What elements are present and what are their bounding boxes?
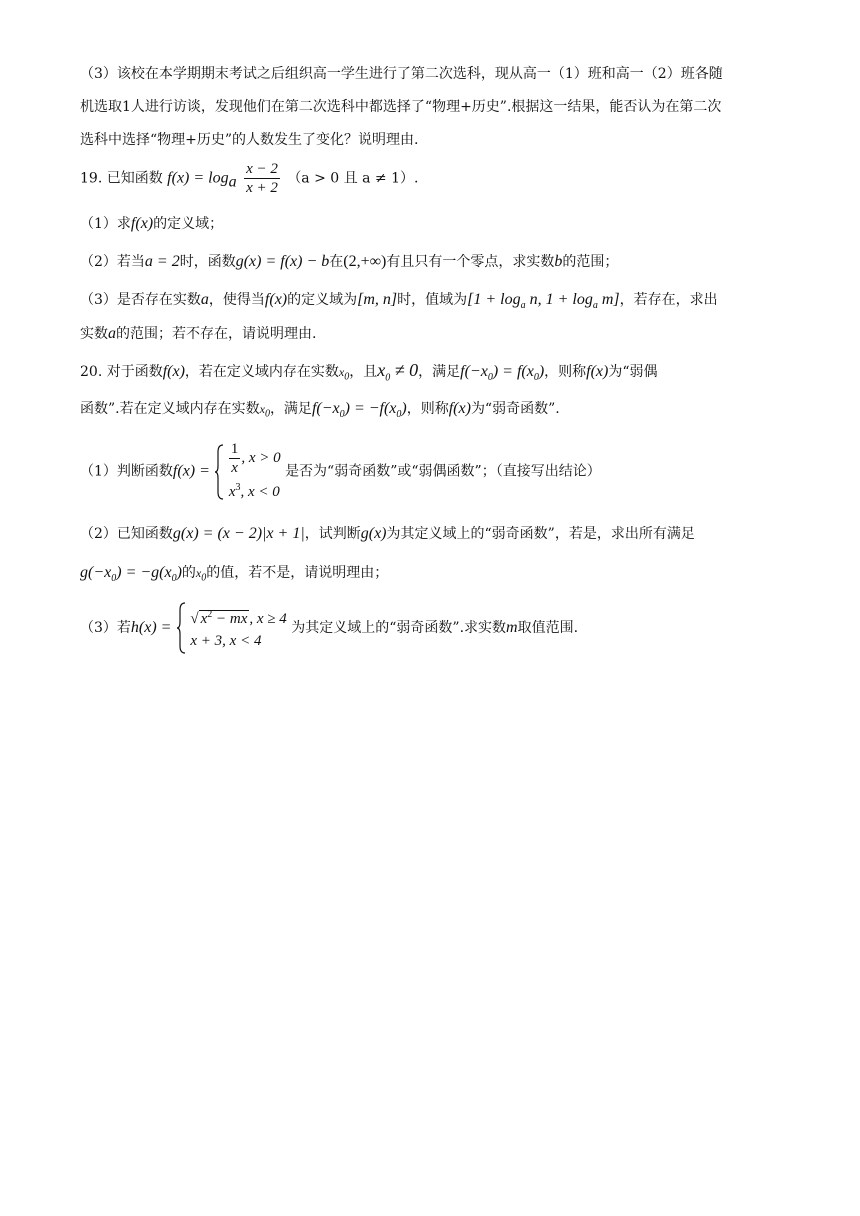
q19-part2-math-b: b: [554, 253, 563, 270]
q20-part2-text-b: ，试判断: [304, 526, 361, 542]
q20-l2-math-x0: [259, 402, 270, 420]
q20-p2-l2-sub2: 0: [171, 573, 177, 585]
q19-part3-text-e: ，若存在，求出: [619, 292, 718, 308]
q19-part1-text: 的定义域；: [153, 216, 224, 232]
q20-p2-l2-x-sub: 0: [201, 572, 207, 584]
q19-part3-label: （3）是否存在实数: [80, 292, 201, 308]
q19-part3-math-domain: [m, n]: [357, 291, 398, 308]
q20-part2-l2-math: [80, 564, 182, 585]
q20-part1-case1: [229, 440, 281, 477]
q20-part1-piecewise: [214, 440, 280, 503]
q19-part2: [80, 251, 618, 273]
q20-l1-even-a: f(−x: [460, 363, 488, 380]
q19-part2-text-c: 在: [329, 254, 344, 270]
q20-l2-x-sub: 0: [264, 408, 270, 420]
q20-part3-case1-cond: , x ≥ 4: [249, 611, 287, 627]
q20-line2: [80, 398, 560, 426]
q20-part1-cases: [229, 440, 281, 503]
q20-l2-odd-c: ): [401, 400, 407, 417]
q20-case1-sqrt-x: x: [200, 611, 208, 627]
q20-l1-text-f: 为“弱偶: [608, 364, 658, 380]
q19-part3-text-c: 的定义域为: [287, 292, 358, 308]
q20-l1-math-neq: [377, 360, 419, 384]
q20-l1-x2: x: [377, 360, 386, 380]
q20-p2-l2-b: ) = −g(x: [116, 564, 172, 581]
q20-part2-text-c: 为其定义域上的“弱奇函数”，若是，求出所有满足: [386, 526, 695, 542]
q19-part3-l2-math: a: [108, 325, 116, 342]
q20-l2-math-odd: [311, 400, 407, 421]
q20-part2-l2-text-b: 的值，若不是，请说明理由；: [206, 565, 389, 581]
q19-fraction-denominator: x + 2: [246, 180, 278, 196]
q20-l1-math-f: f(x): [162, 363, 185, 380]
q20-l1-even-sub2: 0: [533, 372, 539, 384]
q20-p2-l2-c: ): [176, 564, 182, 581]
q20-part3-math-m: m: [506, 619, 518, 636]
sqrt-icon: √: [190, 611, 199, 627]
q19-part3-l2-text-b: 的范围；若不存在，请说明理由.: [116, 326, 317, 342]
q19-part2-label: （2）若当: [80, 254, 145, 270]
q19-part3-math-f: f(x): [264, 291, 288, 308]
q20-l2-text-b: ，满足: [269, 401, 312, 417]
q20-l1-neq: ≠ 0: [390, 360, 419, 380]
q20-part2-math-g: g(x) = (x − 2)|x + 1|: [172, 525, 305, 542]
q20-l2-odd-a: f(−x: [311, 400, 340, 417]
q19-part3-line1: [80, 289, 718, 317]
q20-l1-even-b: ) = f(x: [492, 363, 534, 380]
q19-range-part3: m]: [597, 291, 620, 308]
q20-part1-text: 是否为“弱奇函数”或“弱偶函数”；（直接写出结论）: [285, 463, 601, 480]
q20-l2-odd-sub2: 0: [396, 409, 402, 421]
q20-part3-text-b: 为其定义域上的“弱奇函数”.求实数: [291, 620, 507, 636]
q20-part2-math-g2: g(x): [360, 525, 387, 542]
q19-range-base2: a: [592, 300, 598, 312]
q20-l1-x2-sub: 0: [385, 372, 391, 384]
q18-part3-line2: 机选取1人进行访谈，发现他们在第二次选科中都选择了“物理+历史”.根据这一结果，能否认为在第二次: [80, 99, 722, 115]
q20-l1-text-b: ，若在定义域内存在实数: [184, 364, 339, 380]
q19-condition: （a > 0 且 a ≠ 1）.: [287, 170, 419, 187]
q19-part3-text-b: ，使得当: [208, 292, 265, 308]
q19-function-expr: f(x) = log: [167, 169, 229, 187]
q20-part3-sqrt-body: [199, 610, 250, 627]
q20-line1: [80, 359, 658, 390]
q19-part2-text-d: 有且只有一个零点，求实数: [386, 254, 555, 270]
q19-part1: [80, 213, 223, 235]
q20-case2-exp: 3: [235, 482, 241, 493]
q20-case1-den: x: [231, 460, 238, 476]
q20-l1-text-e: ，则称: [544, 364, 587, 380]
q20-part1: [80, 440, 601, 503]
q20-l1-text-d: ，满足: [418, 364, 461, 380]
q20-l2-odd-b: ) = −f(x: [344, 400, 397, 417]
q20-l2-text-c: ，则称: [406, 401, 449, 417]
q19-part2-text-b: 时，函数: [179, 254, 236, 270]
q20-l2-text-d: 为“弱奇函数”.: [470, 401, 560, 417]
q20-l2-x: x: [259, 402, 265, 416]
q19-part2-text-e: 的范围；: [562, 254, 619, 270]
q19-range-part1: [1 + log: [467, 291, 521, 308]
q20-l1-even-sub1: 0: [487, 372, 493, 384]
q20-case1-cond: , x > 0: [241, 449, 281, 466]
q20-part1-math-f: f(x) =: [172, 462, 210, 480]
q20-l2-odd-sub1: 0: [339, 409, 345, 421]
q19-part2-math-g: g(x) = f(x) − b: [235, 253, 330, 270]
q20-part3: [80, 598, 578, 658]
q19-fraction-numerator: x − 2: [246, 161, 278, 177]
q19-part1-math: f(x): [130, 215, 154, 232]
q20-p2-l2-sub1: 0: [111, 573, 117, 585]
q20-p2-l2-x: x: [195, 566, 202, 580]
q18-part3-line1: （3）该校在本学期期末考试之后组织高一学生进行了第二次选科，现从高一（1）班和高一（2）班各随: [80, 66, 723, 82]
q20-l2-math-f: f(x): [448, 400, 471, 417]
q20-part3-cases: [190, 604, 286, 652]
q20-part3-text-c: 取值范围.: [517, 620, 579, 636]
q19-range-part2: n, 1 + log: [525, 291, 593, 308]
q20-l2-text-a: 函数”.若在定义域内存在实数: [80, 401, 260, 417]
q20-part1-label: （1）判断函数: [80, 463, 173, 480]
q20-l1-x-sub: 0: [344, 371, 350, 383]
q20-part3-piecewise: [176, 598, 287, 658]
q20-part2-line1: [80, 523, 695, 545]
q19-part3-line2: [80, 323, 316, 345]
q19-part1-label: （1）求: [80, 216, 131, 232]
q20-part2-l2-x0: [195, 566, 207, 584]
q19-part2-math-interval: (2,+∞): [343, 253, 387, 270]
q19-part3-text-d: 时，值域为: [397, 292, 468, 308]
q20-case2-cond: , x < 0: [240, 484, 280, 500]
q20-case1-num: 1: [230, 441, 239, 457]
q20-l1-text-c: ，且: [349, 364, 378, 380]
left-brace-icon: [214, 444, 224, 500]
q20-part3-label: （3）若: [80, 620, 131, 636]
q19-range-base1: a: [520, 300, 526, 312]
q20-part2-line2: [80, 562, 388, 590]
q18-part3-line3: 选科中选择“物理+历史”的人数发生了变化？说明理由.: [80, 132, 419, 148]
q20-part3-case1: [190, 604, 286, 630]
q20-l1-math-even: [460, 363, 545, 384]
q20-part2-l2-text-a: 的: [181, 565, 196, 581]
q20-part1-case2: [229, 477, 281, 503]
q20-part3-case2: x + 3, x < 4: [190, 633, 262, 649]
q20-l1-even-c: ): [538, 363, 545, 380]
q20-case1-sqrt-exp: 2: [207, 609, 213, 620]
q19-fraction: [244, 160, 280, 197]
q19-part3-math-range: [467, 291, 620, 312]
q20-number-label: 20. 对于函数: [80, 364, 163, 380]
q19-number-label: 19. 已知函数: [80, 170, 163, 187]
q20-case2-x: x: [228, 484, 236, 500]
q20-l1-math-x0: [338, 365, 350, 383]
left-brace-icon: [176, 602, 186, 654]
q19-part3-math-a: a: [200, 291, 209, 308]
q19-part2-math-a: a = 2: [144, 253, 180, 270]
q20-l1-math-f2: f(x): [586, 363, 609, 380]
q20-part2-label: （2）已知函数: [80, 526, 173, 542]
q19-part3-l2-text-a: 实数: [80, 326, 108, 342]
q20-part3-math-h: h(x) =: [130, 619, 172, 636]
q20-l1-x: x: [338, 365, 345, 379]
q20-case1-sqrt-rest: − mx: [212, 611, 248, 627]
q19-stem: [80, 160, 418, 200]
q19-log-base: a: [228, 173, 237, 191]
q20-p2-l2-a: g(−x: [80, 564, 112, 581]
